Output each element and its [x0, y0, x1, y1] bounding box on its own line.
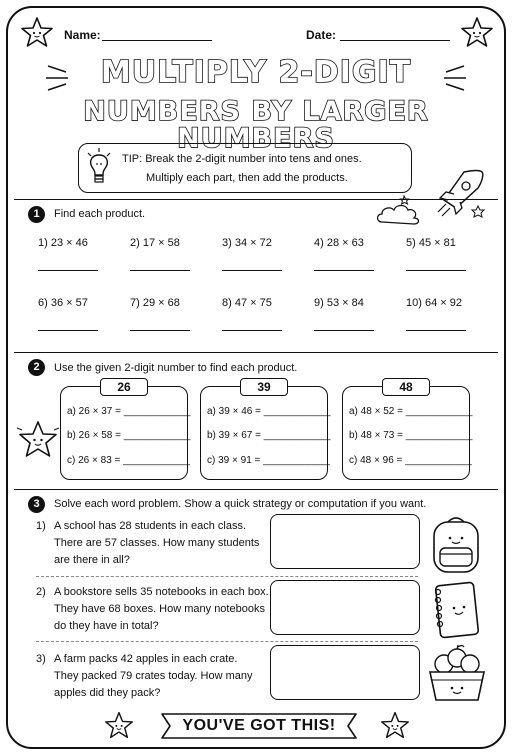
card-line: a) 26 × 37 = ____________ [67, 406, 191, 417]
answer-line-5[interactable] [406, 270, 466, 271]
problem-4: 4) 28 × 63 [314, 237, 364, 249]
answer-line-2[interactable] [130, 270, 190, 271]
star-icon [460, 16, 494, 48]
problem-8: 8) 47 × 75 [222, 297, 272, 309]
word-problem-text: are there in all? [54, 554, 130, 566]
problem-3: 3) 34 × 72 [222, 237, 272, 249]
dashed-divider [36, 576, 418, 577]
lightbulb-icon [86, 147, 112, 189]
tip-box [78, 143, 412, 193]
problem-2: 2) 17 × 58 [130, 237, 180, 249]
word-problem-text: A farm packs 42 apples in each crate. [54, 653, 238, 665]
name-label: Name: [64, 28, 101, 42]
rocket-icon [374, 166, 494, 234]
problem-9: 9) 53 × 84 [314, 297, 364, 309]
word-problem-text: apples did they pack? [54, 687, 161, 699]
answer-line-8[interactable] [222, 330, 282, 331]
section1-instruction: Find each product. [54, 208, 146, 220]
dashed-divider [36, 641, 418, 642]
card-line: c) 26 × 83 = ____________ [67, 455, 190, 466]
answer-box-3[interactable] [270, 645, 420, 700]
star-icon [104, 710, 134, 740]
section-number-3: 3 [28, 496, 45, 513]
tip-line1: TIP: Break the 2-digit number into tens and ones. [122, 153, 362, 165]
word-problem-label: 2) [36, 586, 46, 598]
word-problem-text: do they have in total? [54, 620, 159, 632]
card-line: b) 48 × 73 = ____________ [349, 430, 473, 441]
section-number-2: 2 [28, 359, 45, 376]
card-line: b) 39 × 67 = ____________ [207, 430, 331, 441]
problem-5: 5) 45 × 81 [406, 237, 456, 249]
answer-line-9[interactable] [314, 330, 374, 331]
backpack-icon [426, 514, 486, 576]
star-icon [380, 710, 410, 740]
card-line: a) 39 × 46 = ____________ [207, 406, 331, 417]
card-number: 39 [240, 378, 288, 396]
encouragement-banner: YOU'VE GOT THIS! [182, 717, 336, 734]
section-number-1: 1 [28, 206, 45, 223]
answer-line-1[interactable] [38, 270, 98, 271]
date-field[interactable] [340, 40, 450, 41]
answer-line-10[interactable] [406, 330, 466, 331]
word-problem-text: A school has 28 students in each class. [54, 520, 247, 532]
answer-line-4[interactable] [314, 270, 374, 271]
card-line: b) 26 × 58 = ____________ [67, 430, 191, 441]
page-title-line2: NUMBERS BY LARGER NUMBERS [83, 96, 429, 154]
section3-instruction: Solve each word problem. Show a quick strategy or computation if you want. [54, 498, 427, 510]
answer-box-1[interactable] [270, 514, 420, 569]
card-line: c) 48 × 96 = ____________ [349, 455, 472, 466]
tip-line2: Multiply each part, then add the products. [146, 172, 348, 184]
word-problem-text: They packed 79 crates today. How many [54, 670, 253, 682]
card-number: 48 [382, 378, 430, 396]
card-number: 26 [100, 378, 148, 396]
answer-line-6[interactable] [38, 330, 98, 331]
word-problem-text: A bookstore sells 35 notebooks in each box. [54, 586, 269, 598]
section-divider [14, 199, 498, 200]
date-label: Date: [306, 28, 337, 42]
notebook-icon [430, 580, 482, 640]
word-problem-label: 1) [36, 520, 46, 532]
apple-basket-icon [424, 644, 490, 706]
word-problem-text: There are 57 classes. How many students [54, 537, 260, 549]
word-problem-text: They have 68 boxes. How many notebooks [54, 603, 265, 615]
section-divider [14, 489, 498, 490]
problem-10: 10) 64 × 92 [406, 297, 462, 309]
star-icon [20, 16, 54, 48]
card-line: a) 48 × 52 = ____________ [349, 406, 473, 417]
star-icon [16, 418, 60, 462]
answer-line-3[interactable] [222, 270, 282, 271]
page-title-line1: MULTIPLY 2-DIGIT [100, 55, 412, 90]
problem-6: 6) 36 × 57 [38, 297, 88, 309]
problem-7: 7) 29 × 68 [130, 297, 180, 309]
section-divider [14, 352, 498, 353]
name-field[interactable] [102, 40, 212, 41]
answer-line-7[interactable] [130, 330, 190, 331]
card-line: c) 39 × 91 = ____________ [207, 455, 330, 466]
problem-1: 1) 23 × 46 [38, 237, 88, 249]
word-problem-label: 3) [36, 653, 46, 665]
answer-box-2[interactable] [270, 580, 420, 635]
section2-instruction: Use the given 2-digit number to find each product. [54, 362, 298, 374]
